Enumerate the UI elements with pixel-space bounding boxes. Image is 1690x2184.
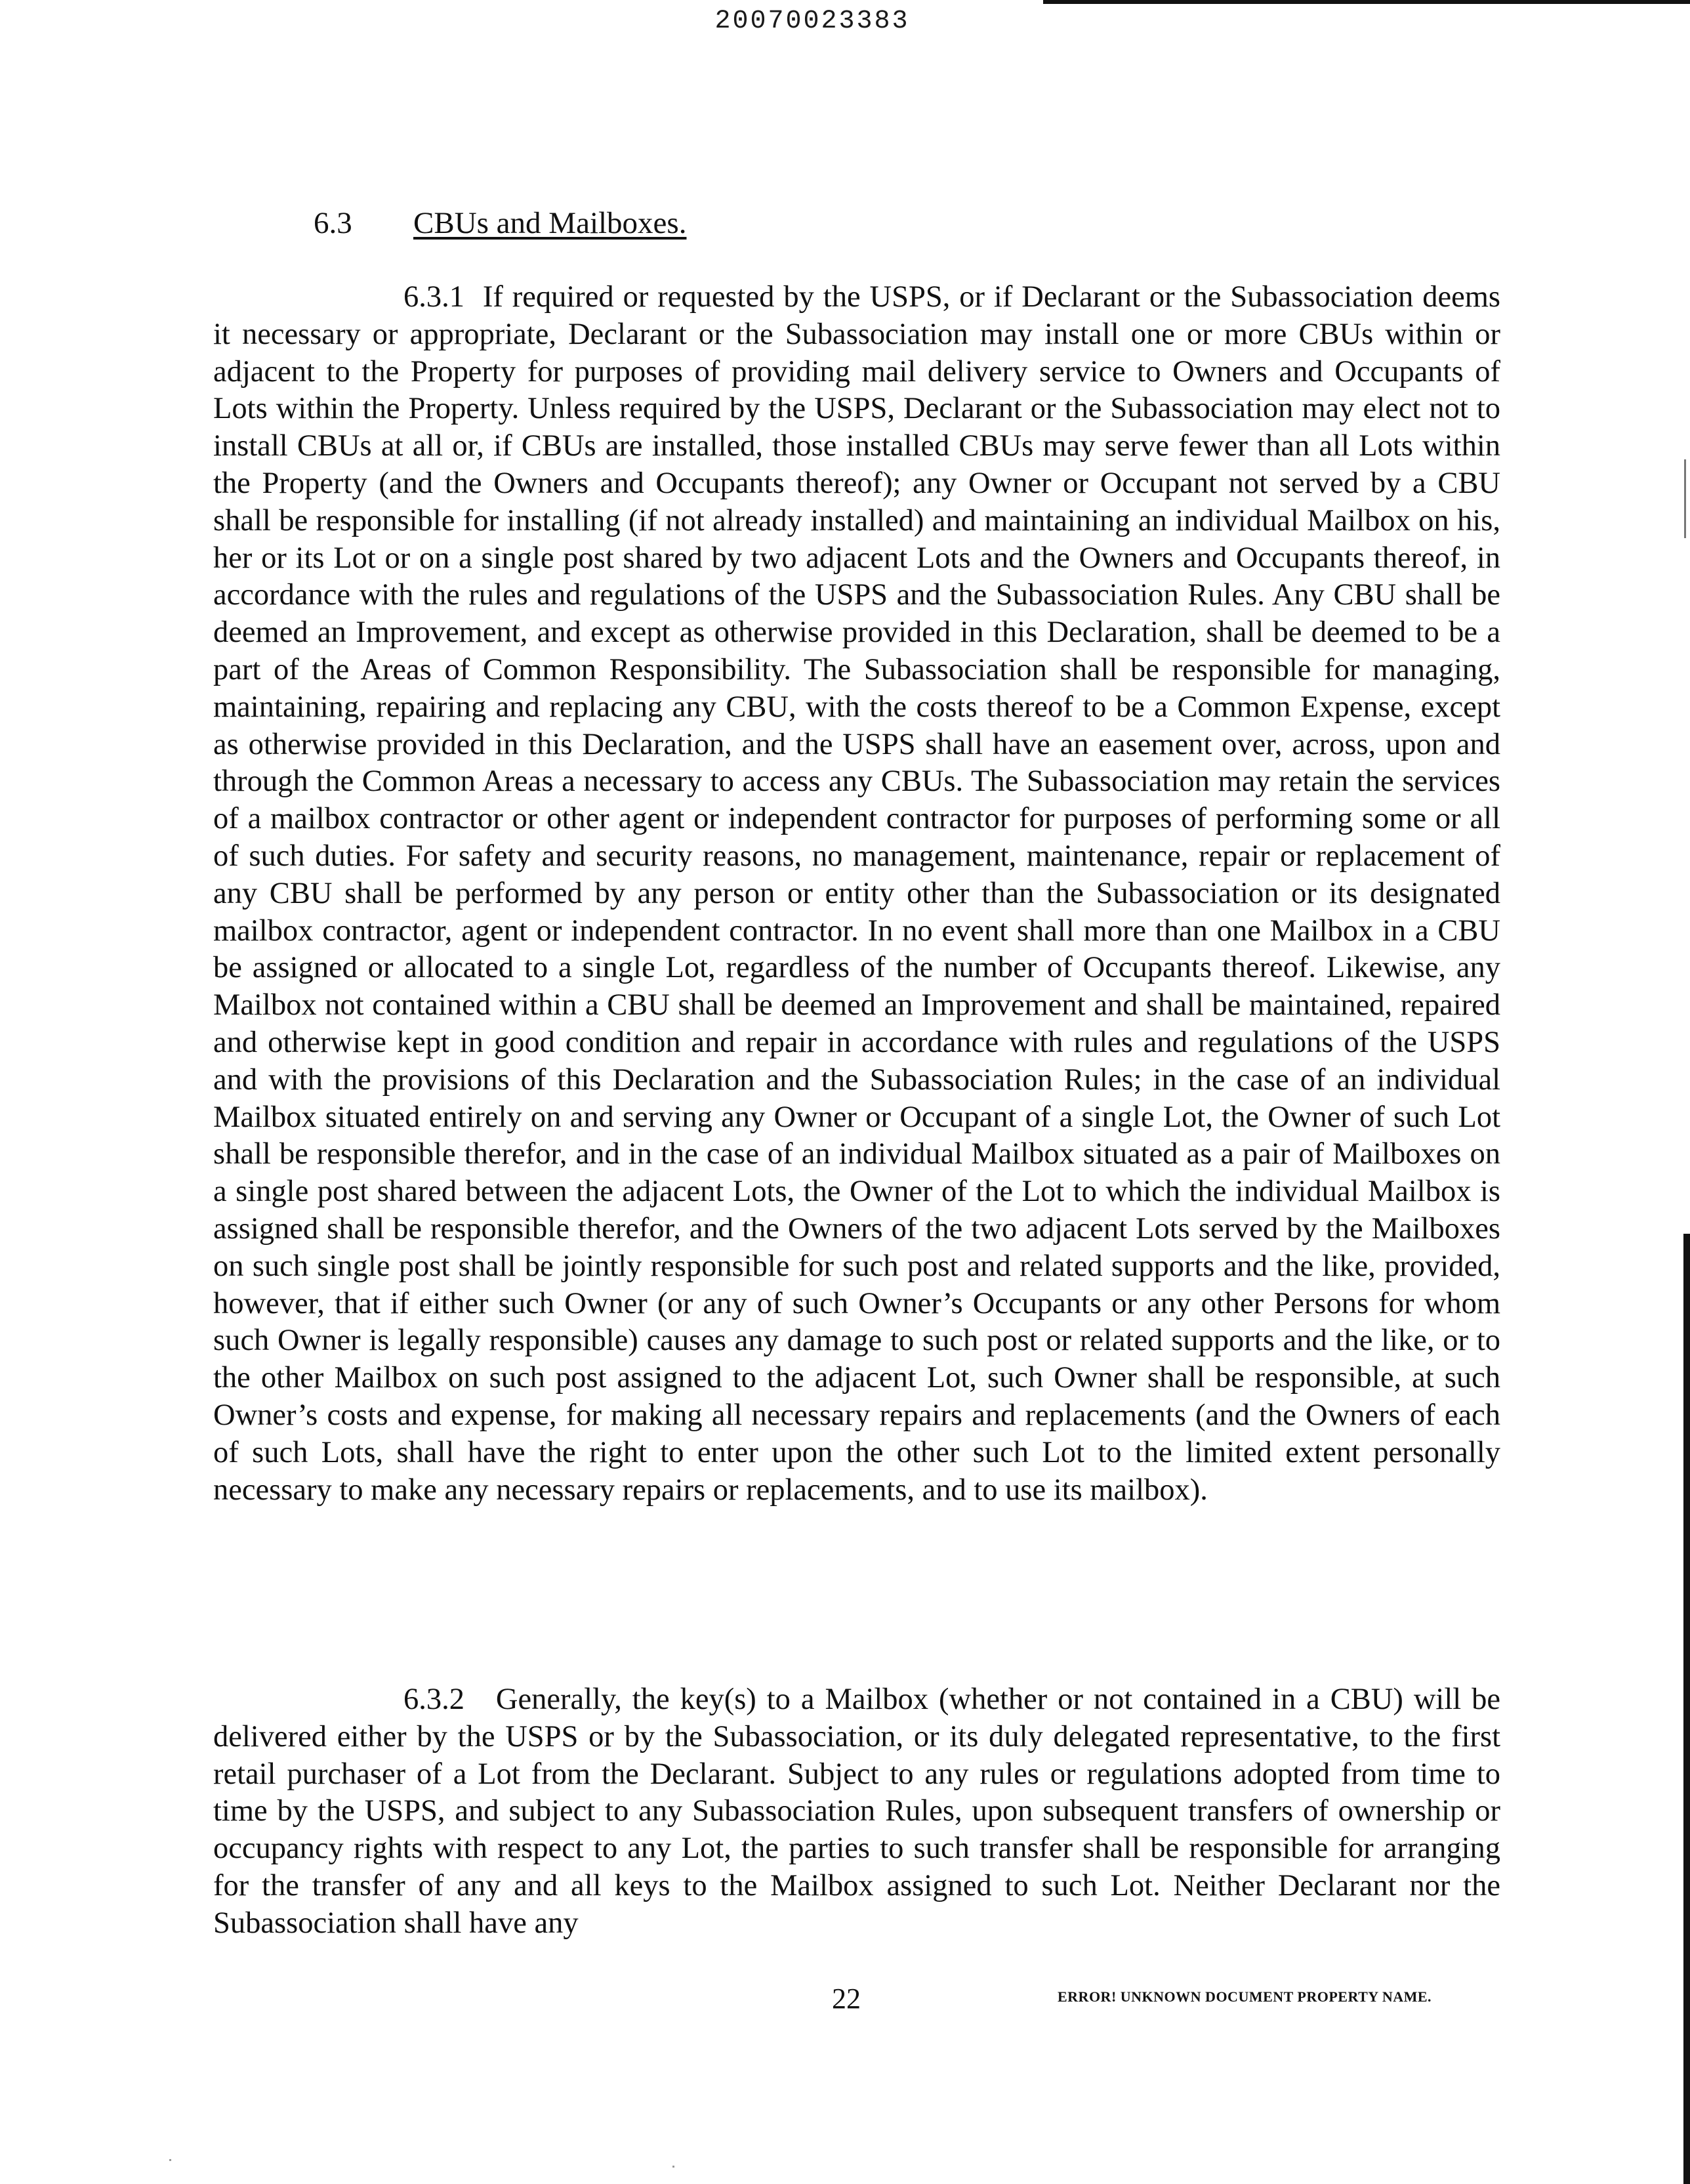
- section-title: CBUs and Mailboxes.: [413, 206, 687, 240]
- paragraph-text: If required or requested by the USPS, or if Declarant or the Subassociation deems it necessary or appropriate, Declarant or the Subassociation may install one or more CBUs within or adjacent to the Property for purposes of providing mail delivery service to Owners and Occupants of Lots within the Property. Unless required by the USPS, Declarant or the Subassociation may elect not to install CBUs at all or, if CBUs are installed, those installed CBUs may serve fewer than all Lots within the Property (and the Owners and Occupants thereof); any Owner or Occupant not served by a CBU shall be responsible for installing (if not already installed) and maintaining an individual Mailbox on his, her or its Lot or on a single post shared by two adjacent Lots and the Owners and Occupants thereof, in accordance with the rules and regulations of the USPS and the Subassociation Rules. Any CBU shall be deemed an Improvement, and except as otherwise provided in this Declaration, shall be deemed to be a part of the Areas of Common Responsibility. The Subassociation shall be responsible for managing, maintaining, repairing and replacing any CBU, with the costs thereof to be a Common Expense, except as otherwise provided in this Declaration, and the USPS shall have an easement over, across, upon and through the Common Areas a necessary to access any CBUs. The Subassociation may retain the services of a mailbox contractor or other agent or independent contractor for purposes of performing some or all of such duties. For safety and security reasons, no management, maintenance, repair or replacement of any CBU shall be performed by any person or entity other than the Subassociation or its designated mailbox contractor, agent or independent contractor. In no event shall more than one Mailbox in a CBU be assigned or allocated to a single Lot, regardless of the number of Occupants thereof. Likewise, any Mailbox not contained within a CBU shall be deemed an Improvement and shall be maintained, repaired and otherwise kept in good condition and repair in accordance with rules and regulations of the USPS and with the provisions of this Declaration and the Subassociation Rules; in the case of an individual Mailbox situated entirely on and serving any Owner or Occupant of a single Lot, the Owner of such Lot shall be responsible therefor, and in the case of an individual Mailbox situated as a pair of Mailboxes on a single post shared between the adjacent Lots, the Owner of the Lot to which the individual Mailbox is assigned shall be responsible therefor, and the Owners of the two adjacent Lots served by the Mailboxes on such single post shall be jointly responsible for such post and related supports and the like, provided, however, that if either such Owner (or any of such Owner’s Occupants or any other Persons for whom such Owner is legally responsible) causes any damage to such post or related supports and the like, or to the other Mailbox on such post assigned to the adjacent Lot, such Owner shall be responsible, at such Owner’s costs and expense, for making all necessary repairs and replacements (and the Owners of each of such Lots, shall have the right to enter upon the other such Lot to the limited extent personally necessary to make any necessary repairs or replacements, and to use its mailbox).: [213, 280, 1500, 1507]
- scan-edge-shadow: [1683, 1234, 1690, 2184]
- section-heading: [314, 205, 686, 242]
- scan-edge-mark: [1684, 459, 1686, 538]
- paragraph-6-3-2: [213, 1681, 1500, 1942]
- document-number: 20070023383: [714, 7, 910, 36]
- paragraph-text: Generally, the key(s) to a Mailbox (whether or not contained in a CBU) will be delivered either by the USPS or by the Subassociation, or its duly delegated representative, to the first retail purchaser of a Lot from the Declarant. Subject to any rules or regulations adopted from time to time by the USPS, and subject to any Subassociation Rules, upon subsequent transfers of ownership or occupancy rights with respect to any Lot, the parties to such transfer shall be responsible for arranging for the transfer of any and all keys to the Mailbox assigned to such Lot. Neither Declarant nor the Subassociation shall have any: [213, 1683, 1501, 1940]
- paragraph-number: 6.3.1: [403, 280, 464, 314]
- paragraph-number: 6.3.2: [403, 1683, 464, 1716]
- scan-speck: [672, 2166, 674, 2168]
- page-number: 22: [832, 1983, 861, 2015]
- paragraph-6-3-1: [213, 279, 1500, 1509]
- top-border-rule: [1043, 0, 1690, 4]
- footer-note: ERROR! UNKNOWN DOCUMENT PROPERTY NAME.: [1058, 1988, 1432, 2005]
- scan-speck: [169, 2159, 171, 2161]
- section-number: 6.3: [314, 206, 352, 240]
